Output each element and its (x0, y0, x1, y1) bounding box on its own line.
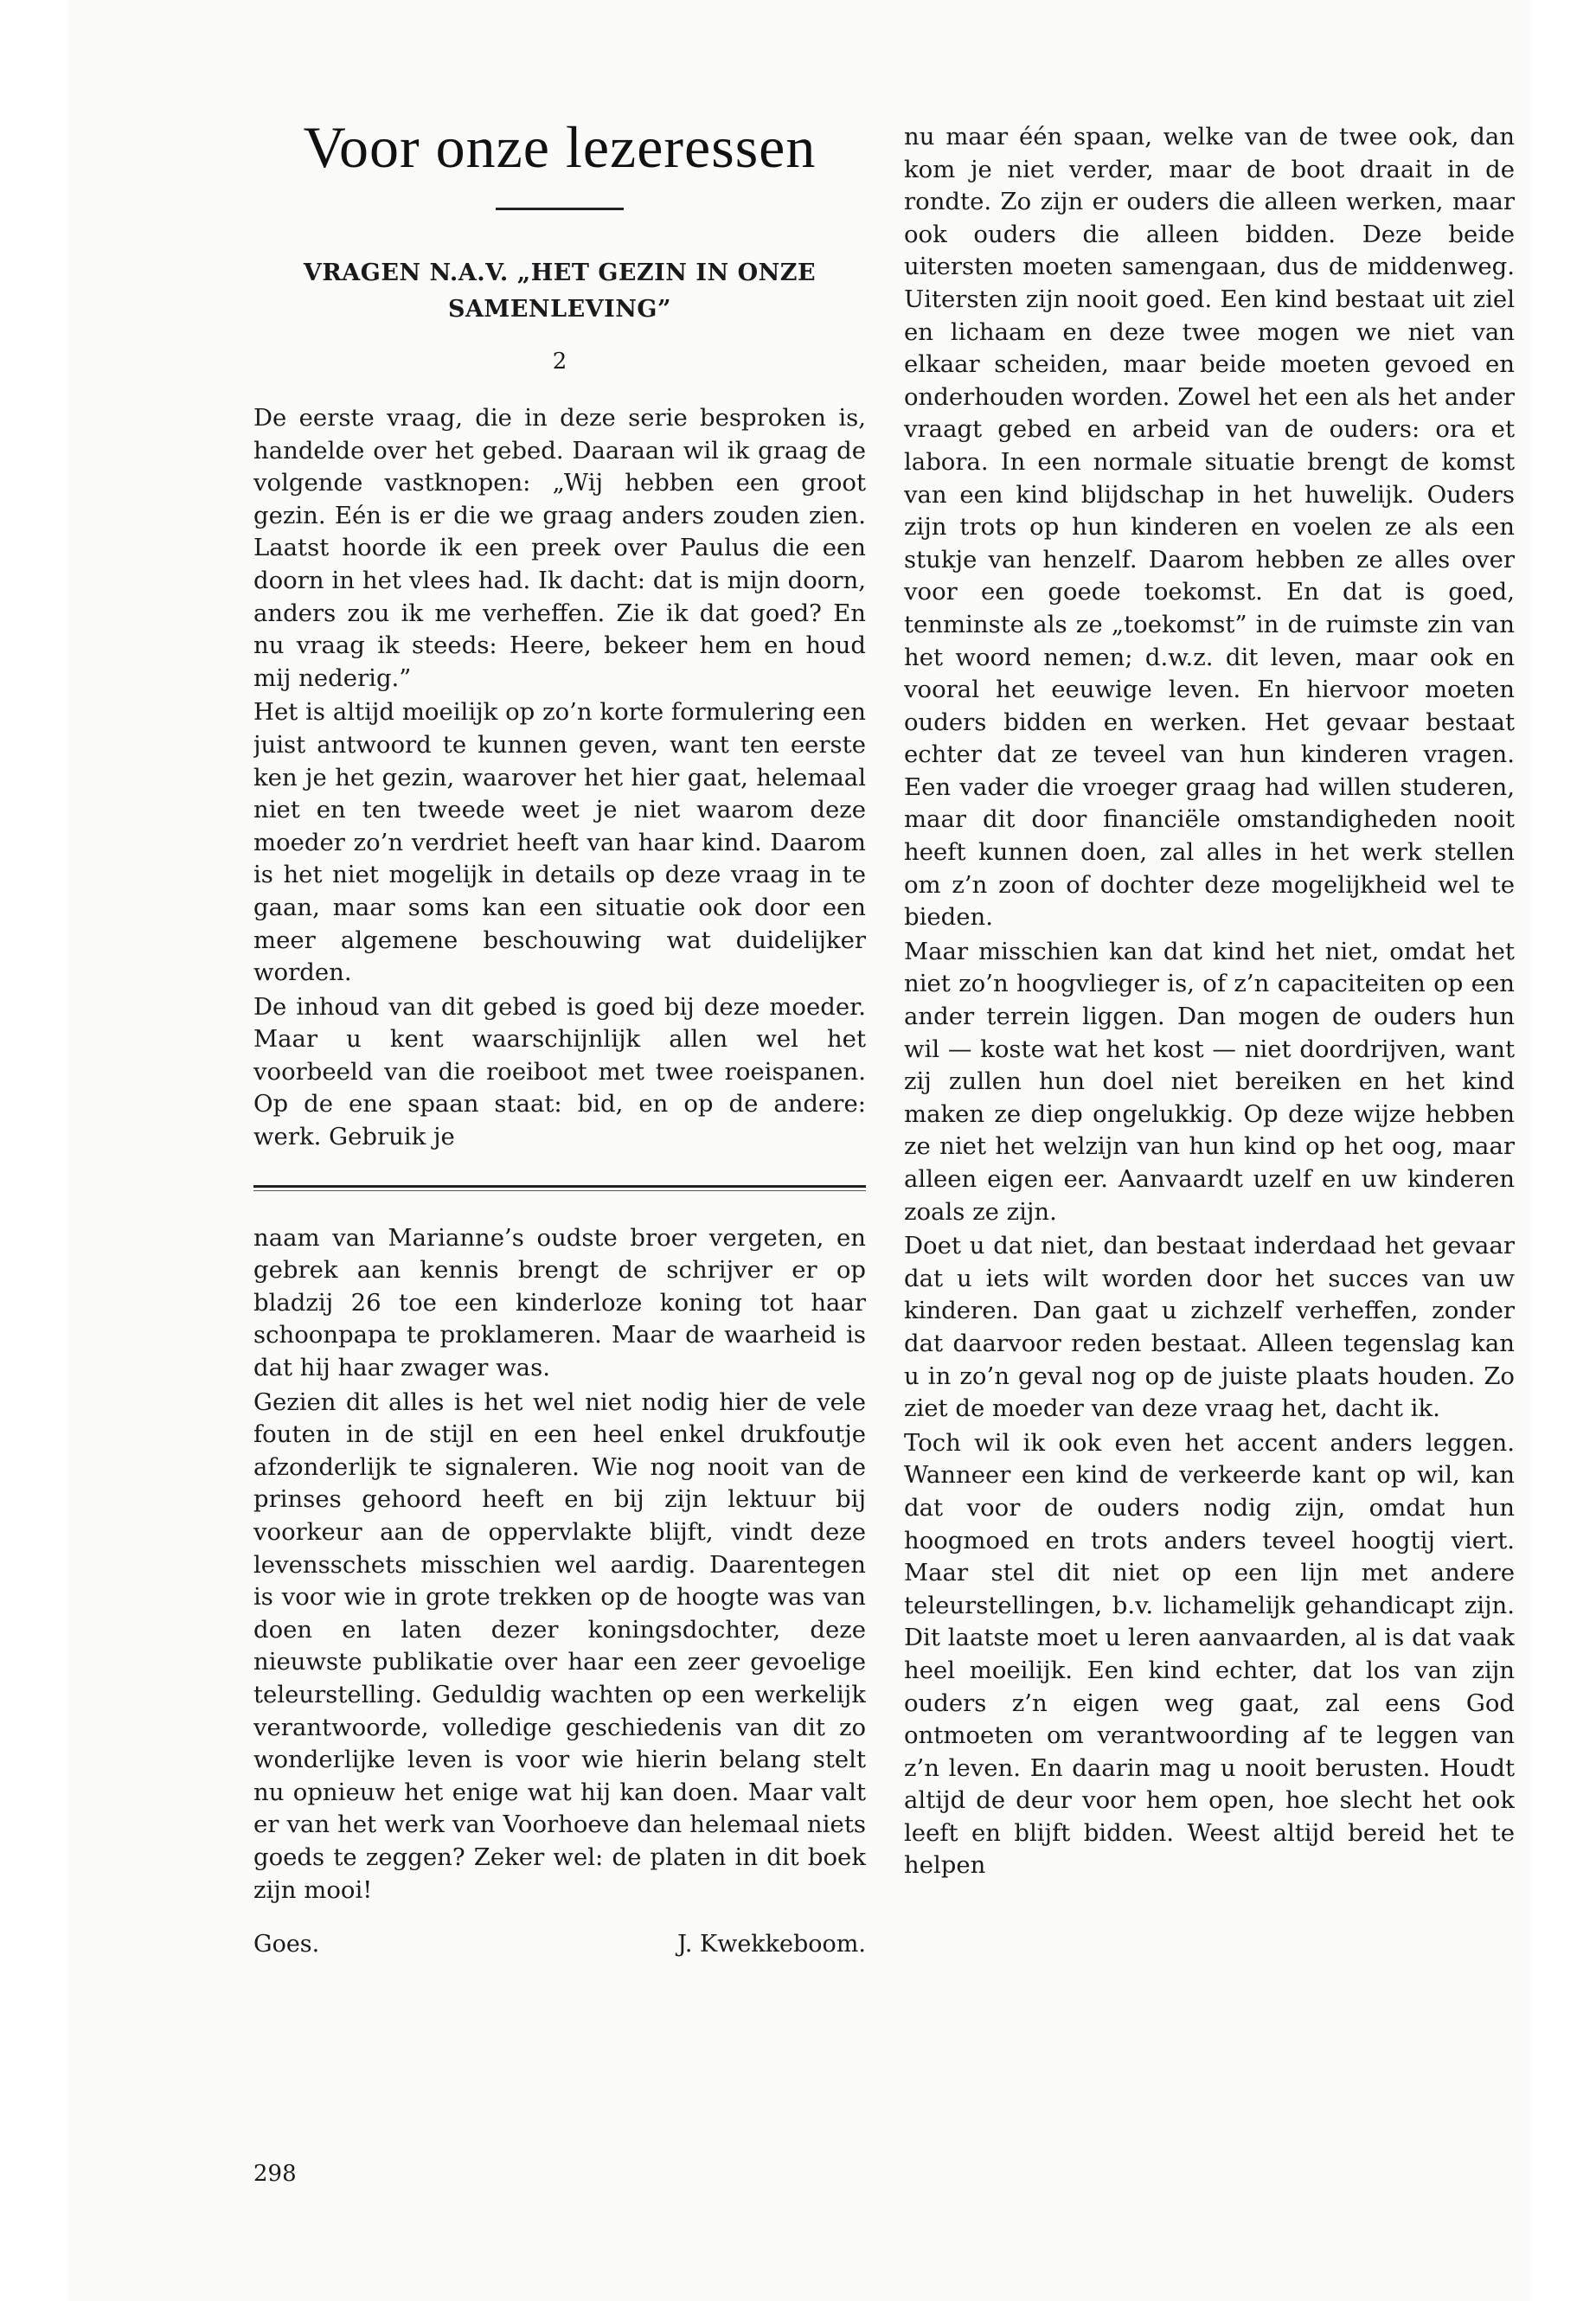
body-paragraph: Maar misschien kan dat kind het niet, omdat het niet zo’n hoogvlieger is, of z’n capaciteiten op een ander terrein liggen. Dan mogen de ouders hun wil — koste wat het kost — niet doordrijven, want zij zullen hun doel niet bereiken en het kind maken ze diep ongelukkig. Op deze wijze hebben ze niet het welzijn van hun kind op het oog, maar alleen eigen eer. Aanvaardt uzelf en uw kinderen zoals ze zijn. (904, 937, 1515, 1226)
section-divider (253, 1185, 866, 1191)
page-number: 298 (253, 2161, 297, 2187)
right-column (904, 121, 1515, 2137)
scan-margin-right (1531, 0, 1596, 2301)
article-subtitle: VRAGEN N.A.V. „HET GEZIN IN ONZE SAMENLEVING” (303, 260, 817, 323)
review-paragraph: naam van Marianne’s oudste broer vergeten, en gebrek aan kennis brengt de schrijver er op bladzij 26 toe een kinderloze koning tot haar schoonpapa te proklameren. Maar de waarheid is dat hij haar zwager was. (253, 1223, 866, 1382)
body-paragraph: Doet u dat niet, dan bestaat inderdaad het gevaar dat u iets wilt worden door het succes van uw kinderen. Dan gaat u zichzelf verheffen, zonder dat daarvoor reden bestaat. Alleen tegenslag kan u in zo’n geval nog op de juiste plaats houden. Zo ziet de moeder van deze vraag het, dacht ik. (904, 1232, 1515, 1423)
article-title: Voor onze lezeressen (303, 114, 817, 180)
body-paragraph: nu maar één spaan, welke van de twee ook, dan kom je niet verder, maar de boot draait in de rondte. Zo zijn er ouders die alleen werken, maar ook ouders die alleen bidden. Deze beide uitersten moeten samengaan, dus de middenweg. Uitersten zijn nooit goed. Een kind bestaat uit ziel en lichaam en deze twee mogen we niet van elkaar scheiden, maar beide moeten gevoed en onderhouden worden. Zowel het een als het ander vraagt gebed en arbeid van de ouders: ora et labora. In een normale situatie brengt de komst van een kind blijdschap in het huwelijk. Ouders zijn trots op hun kinderen en voelen ze als een stukje van henzelf. Daarom hebben ze alles over voor een goede toekomst. En dat is goed, tenminste als ze „toekomst” in de ruimste zin van het woord nemen; d.w.z. dit leven, maar ook en vooral het eeuwige leven. En hiervoor moeten ouders bidden en werken. Het gevaar bestaat echter dat ze teveel van hun kinderen vragen. Een vader die vroeger graag had willen studeren, maar dit door financiële omstandigheden nooit heeft kunnen doen, zal alles in het werk stellen om z’n zoon of dochter deze mogelijkheid wel te bieden. (904, 123, 1515, 932)
left-column (253, 112, 866, 2171)
part-number: 2 (552, 349, 567, 375)
scan-margin-left (0, 0, 67, 2301)
body-paragraph: Toch wil ik ook even het accent anders leggen. Wanneer een kind de verkeerde kant op wil, kan dat voor de ouders nodig zijn, omdat hun hoogmoed en trots anders teveel hoogtij viert. Maar stel dit niet op een lijn met andere teleurstellingen, b.v. lichamelijk gehandicapt zijn. Dit laatste moet u leren aanvaarden, al is dat vaak heel moeilijk. Een kind echter, dat los van zijn ouders z’n eigen weg gaat, zal eens God ontmoeten om verantwoording af te leggen van z’n leven. En daarin mag u nooit berusten. Houdt altijd de deur voor hem open, hoe slecht het ook leeft en blijft bidden. Weest altijd bereid het te helpen (904, 1428, 1515, 1880)
body-paragraph: Het is altijd moeilijk op zo’n korte formulering een juist antwoord te kunnen geven, want ten eerste ken je het gezin, waarover het hier gaat, helemaal niet en ten tweede weet je niet waarom deze moeder zo’n verdriet heeft van haar kind. Daarom is het niet mogelijk in details op deze vraag in te gaan, maar soms kan een situatie ook door een meer algemene beschouwing wat duidelijker worden. (253, 698, 866, 987)
body-paragraph: De inhoud van dit gebed is goed bij deze moeder. Maar u kent waarschijnlijk allen wel het voorbeeld van die roeiboot met twee roeispanen. Op de ene spaan staat: bid, en op de andere: werk. Gebruik je (253, 992, 866, 1151)
review-paragraph: Gezien dit alles is het wel niet nodig hier de vele fouten in de stijl en een heel enkel drukfoutje afzonderlijk te signaleren. Wie nog nooit van de prinses gehoord heeft en bij zijn lektuur bij voorkeur aan de oppervlakte blijft, vindt deze levensschets misschien wel aardig. Daarentegen is voor wie in grote trekken op de hoogte was van doen en laten dezer koningsdochter, deze nieuwste publikatie over haar een zeer gevoelige teleurstelling. Geduldig wachten op een werkelijk verantwoorde, volledige geschiedenis van dit zo wonderlijke leven is voor wie hierin belang stelt nu opnieuw het enige wat hij kan doen. Maar valt er van het werk van Voorhoeve dan helemaal niets goeds te zeggen? Zeker wel: de platen in dit boek zijn mooi! (253, 1388, 866, 1904)
title-divider (496, 208, 624, 210)
body-paragraph: De eerste vraag, die in deze serie besproken is, handelde over het gebed. Daaraan wil ik graag de volgende vastknopen: „Wij hebben een groot gezin. Eén is er die we graag anders zouden zien. Laatst hoorde ik een preek over Paulus die een doorn in het vlees had. Ik dacht: dat is mijn doorn, anders zou ik me verheffen. Zie ik dat goed? En nu vraag ik steeds: Heere, bekeer hem en houd mij nederig.” (253, 404, 866, 692)
signoff-place: Goes. (253, 1931, 320, 1958)
signoff-author: J. Kwekkeboom. (677, 1931, 866, 1958)
signoff (253, 1931, 866, 1958)
